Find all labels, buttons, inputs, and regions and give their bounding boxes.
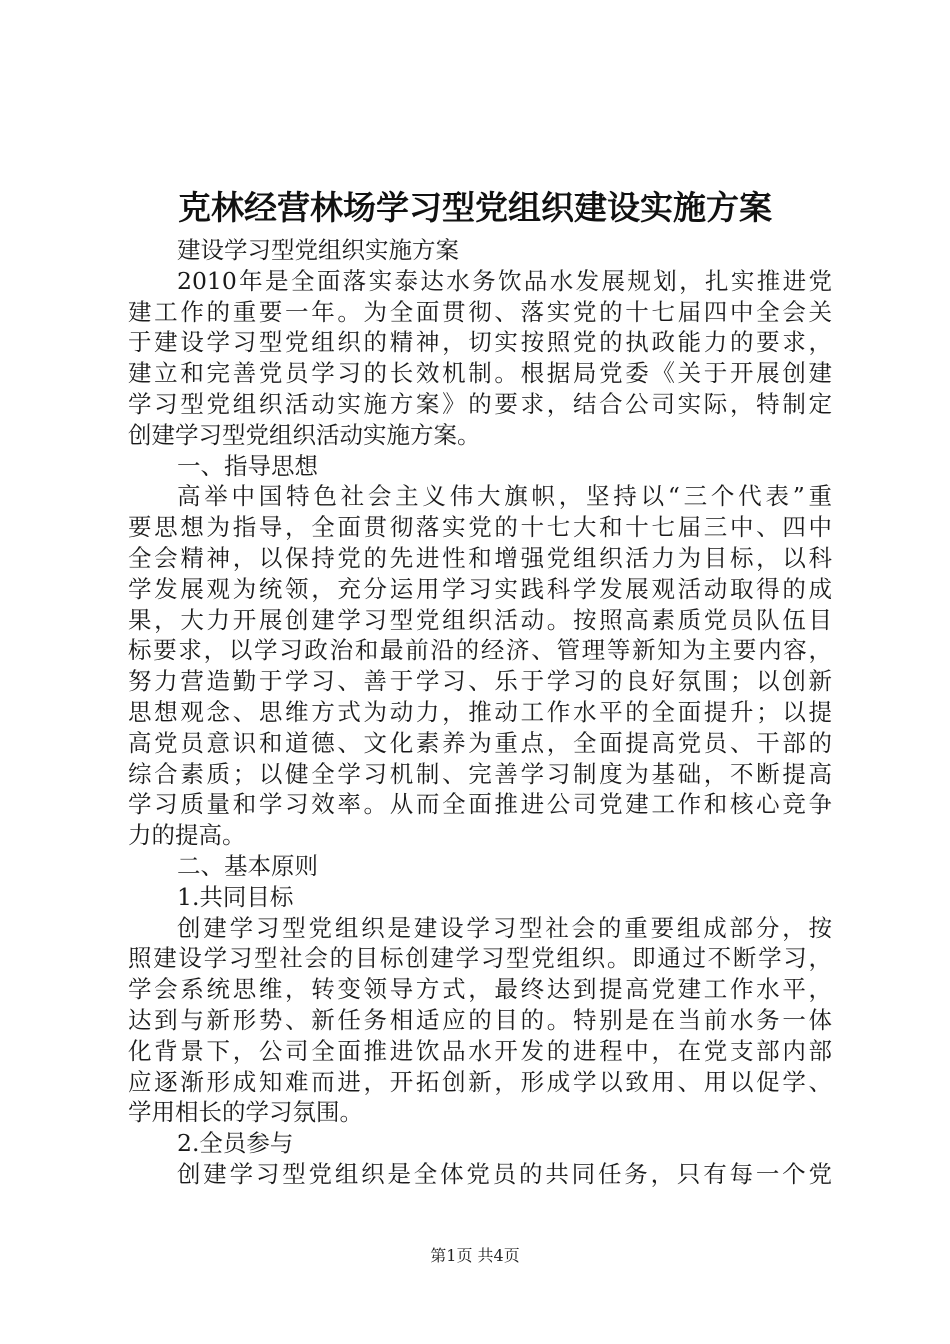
text-line: 综合素质；以健全学习机制、完善学习制度为基础，不断提高 xyxy=(128,759,832,788)
text-line: 创建学习型党组织是建设学习型社会的重要组成部分，按 xyxy=(177,913,832,942)
text-line: 化背景下，公司全面推进饮品水开发的进程中，在党支部内部 xyxy=(128,1036,832,1065)
text-line: 标要求，以学习政治和最前沿的经济、管理等新知为主要内容， xyxy=(128,636,832,665)
page-footer: 第1页 共4页 xyxy=(430,1246,520,1265)
text-line: 全会精神，以保持党的先进性和增强党组织活力为目标，以科 xyxy=(128,543,832,572)
text-line: 于建设学习型党组织的精神，切实按照党的执政能力的要求， xyxy=(128,328,832,357)
text-line: 学用相长的学习氛围。 xyxy=(128,1098,363,1127)
text-line: 2010年是全面落实泰达水务饮品水发展规划，扎实推进党 xyxy=(177,266,832,295)
text-line: 学习型党组织活动实施方案》的要求，结合公司实际，特制定 xyxy=(128,389,832,418)
text-line: 应逐渐形成知难而进，开拓创新，形成学以致用、用以促学、 xyxy=(128,1067,832,1096)
text-line: 二、基本原则 xyxy=(177,851,318,880)
text-line: 创建学习型党组织活动实施方案。 xyxy=(128,420,481,449)
text-line: 达到与新形势、新任务相适应的目的。特别是在当前水务一体 xyxy=(128,1005,832,1034)
document-body xyxy=(128,235,832,1190)
text-line: 建工作的重要一年。为全面贯彻、落实党的十七届四中全会关 xyxy=(128,297,832,326)
text-line: 高举中国特色社会主义伟大旗帜，坚持以“三个代表”重 xyxy=(177,482,832,511)
text-line: 高党员意识和道德、文化素养为重点，全面提高党员、干部的 xyxy=(128,728,832,757)
text-line: 照建设学习型社会的目标创建学习型党组织。即通过不断学习， xyxy=(128,944,832,973)
text-line: 2.全员参与 xyxy=(177,1129,294,1158)
text-line: 创建学习型党组织是全体党员的共同任务，只有每一个党 xyxy=(177,1159,832,1188)
text-line: 努力营造勤于学习、善于学习、乐于学习的良好氛围；以创新 xyxy=(128,667,832,696)
document-title: 克林经营林场学习型党组织建设实施方案 xyxy=(178,188,772,227)
text-line: 建设学习型党组织实施方案 xyxy=(177,236,459,264)
text-line: 学会系统思维，转变领导方式，最终达到提高党建工作水平， xyxy=(128,975,832,1004)
text-line: 建立和完善党员学习的长效机制。根据局党委《关于开展创建 xyxy=(128,359,832,388)
text-line: 要思想为指导，全面贯彻落实党的十七大和十七届三中、四中 xyxy=(128,513,832,542)
text-line: 学习质量和学习效率。从而全面推进公司党建工作和核心竞争 xyxy=(128,790,832,819)
text-line: 力的提高。 xyxy=(128,821,246,850)
text-line: 果，大力开展创建学习型党组织活动。按照高素质党员队伍目 xyxy=(128,605,832,634)
text-line: 思想观念、思维方式为动力，推动工作水平的全面提升；以提 xyxy=(128,697,832,726)
text-line: 1.共同目标 xyxy=(177,882,294,911)
text-line: 一、指导思想 xyxy=(177,451,318,480)
text-line: 学发展观为统领，充分运用学习实践科学发展观活动取得的成 xyxy=(128,574,832,603)
